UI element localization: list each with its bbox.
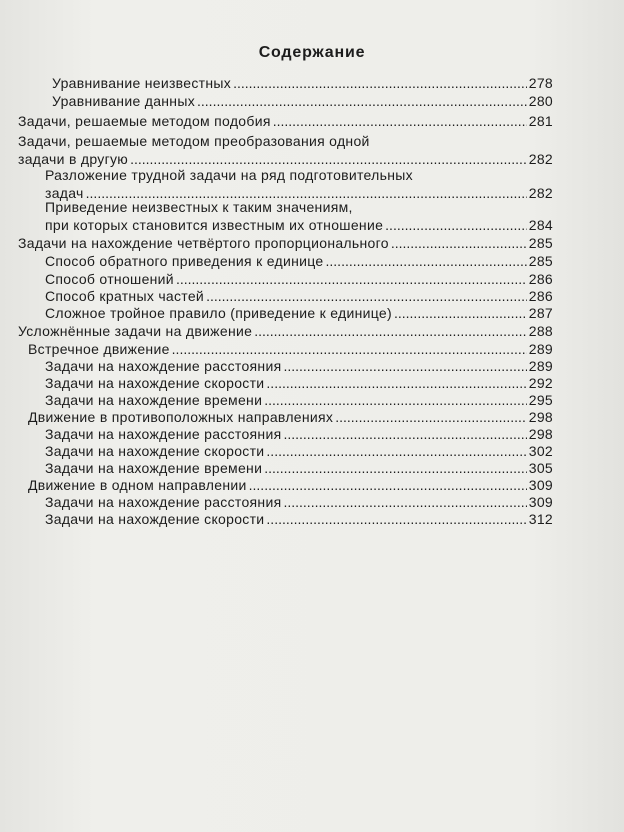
toc-entry [45,287,553,305]
dot-leader [266,510,526,528]
toc-entry [18,112,553,130]
toc-entry-label: Задачи на нахождение четвёртого пропорционального [18,235,389,251]
dot-leader [273,112,527,130]
toc-entry-page-number: 285 [528,235,553,251]
toc-entry-label: задач [45,185,84,201]
toc-entry-page-number: 280 [528,93,553,109]
toc-entry-page-number: 286 [528,271,553,287]
dot-leader [206,287,527,305]
toc-entry-label: Усложнённые задачи на движение [18,323,253,339]
toc-entry [45,252,553,270]
dot-leader [176,270,527,288]
toc-entry [52,92,553,110]
toc-entry-label: Задачи на нахождение скорости [45,511,265,527]
toc-entry-page-number: 312 [528,511,553,527]
toc-entry-page-number: 309 [528,494,553,510]
toc-entry-label: Задачи, решаемые методом подобия [18,113,271,129]
toc-entry-label: Задачи на нахождение расстояния [45,494,282,510]
toc-entry [45,166,553,202]
toc-entry [18,322,553,340]
toc-entry-label: Уравнивание неизвестных [52,75,232,91]
dot-leader [266,442,526,460]
toc-entry [18,132,553,168]
toc-entry-label: Движение в противоположных направлениях [28,409,334,425]
toc-entry-page-number: 289 [528,358,553,374]
dot-leader [172,340,527,358]
toc-entry-page-number: 302 [528,443,553,459]
toc-entry-page-number: 298 [528,409,553,425]
toc-entry-page-number: 284 [528,217,553,233]
dot-leader [197,92,527,110]
dot-leader [394,304,527,322]
toc-entry-label-first-line: Задачи, решаемые методом преобразования одной [18,133,370,149]
toc-entry-label: Способ обратного приведения к единице [45,253,324,269]
toc-entry-page-number: 285 [528,253,553,269]
dot-leader [283,493,526,511]
toc-entry-page-number: 305 [528,460,553,476]
toc-entry [45,442,553,460]
toc-entry [45,391,553,409]
toc-entry-page-number: 295 [528,392,553,408]
dot-leader [326,252,527,270]
toc-entry [45,357,553,375]
dot-leader [264,391,527,409]
toc-entry-page-number: 309 [528,477,553,493]
toc-entry [45,425,553,443]
toc-entry [45,510,553,528]
toc-entry [18,234,553,252]
toc-entry-page-number: 287 [528,305,553,321]
toc-entry-label: Задачи на нахождение скорости [45,443,265,459]
dot-leader [266,374,526,392]
toc-entry [52,74,553,92]
toc-entry-label: Встречное движение [28,341,170,357]
dot-leader [283,425,526,443]
toc-entry [45,198,553,234]
toc-entry [28,476,553,494]
dot-leader [264,459,527,477]
dot-leader [249,476,527,494]
toc-entry-label-first-line: Приведение неизвестных к таким значениям, [45,199,353,215]
dot-leader [391,234,527,252]
toc-entry-page-number: 286 [528,288,553,304]
toc-entry-label: Сложное тройное правило (приведение к единице) [45,305,392,321]
toc-entry-label: задачи в другую [18,151,129,167]
toc-entry-label: Задачи на нахождение расстояния [45,358,282,374]
toc-entry-page-number: 288 [528,323,553,339]
toc-entry-page-number: 278 [528,75,553,91]
dot-leader [335,408,527,426]
toc-entry [28,408,553,426]
toc-entry-label: при которых становится известным их отношение [45,217,384,233]
toc-entry-label: Уравнивание данных [52,93,196,109]
toc-entry-page-number: 281 [528,113,553,129]
toc-entry-page-number: 292 [528,375,553,391]
toc-entry-label: Способ кратных частей [45,288,205,304]
toc-entry-label: Способ отношений [45,271,174,287]
page-title: Содержание [258,44,366,61]
toc-entry-label: Движение в одном направлении [28,477,247,493]
toc-entry-page-number: 282 [528,151,553,167]
dot-leader [254,322,527,340]
toc-entry [45,270,553,288]
dot-leader [283,357,526,375]
dot-leader [233,74,527,92]
toc-entry [45,304,553,322]
toc-entry-page-number: 282 [528,185,553,201]
toc-entry-page-number: 289 [528,341,553,357]
toc-entry [45,459,553,477]
toc-entry [45,493,553,511]
toc-entry-label: Задачи на нахождение времени [45,392,263,408]
dot-leader [385,216,527,234]
toc-entry-label: Задачи на нахождение расстояния [45,426,282,442]
toc-entry [28,340,553,358]
toc-entry-label: Задачи на нахождение времени [45,460,263,476]
toc-entry-label-first-line: Разложение трудной задачи на ряд подготовительных [45,167,413,183]
toc-entry-label: Задачи на нахождение скорости [45,375,265,391]
toc-entry [45,374,553,392]
toc-entry-page-number: 298 [528,426,553,442]
